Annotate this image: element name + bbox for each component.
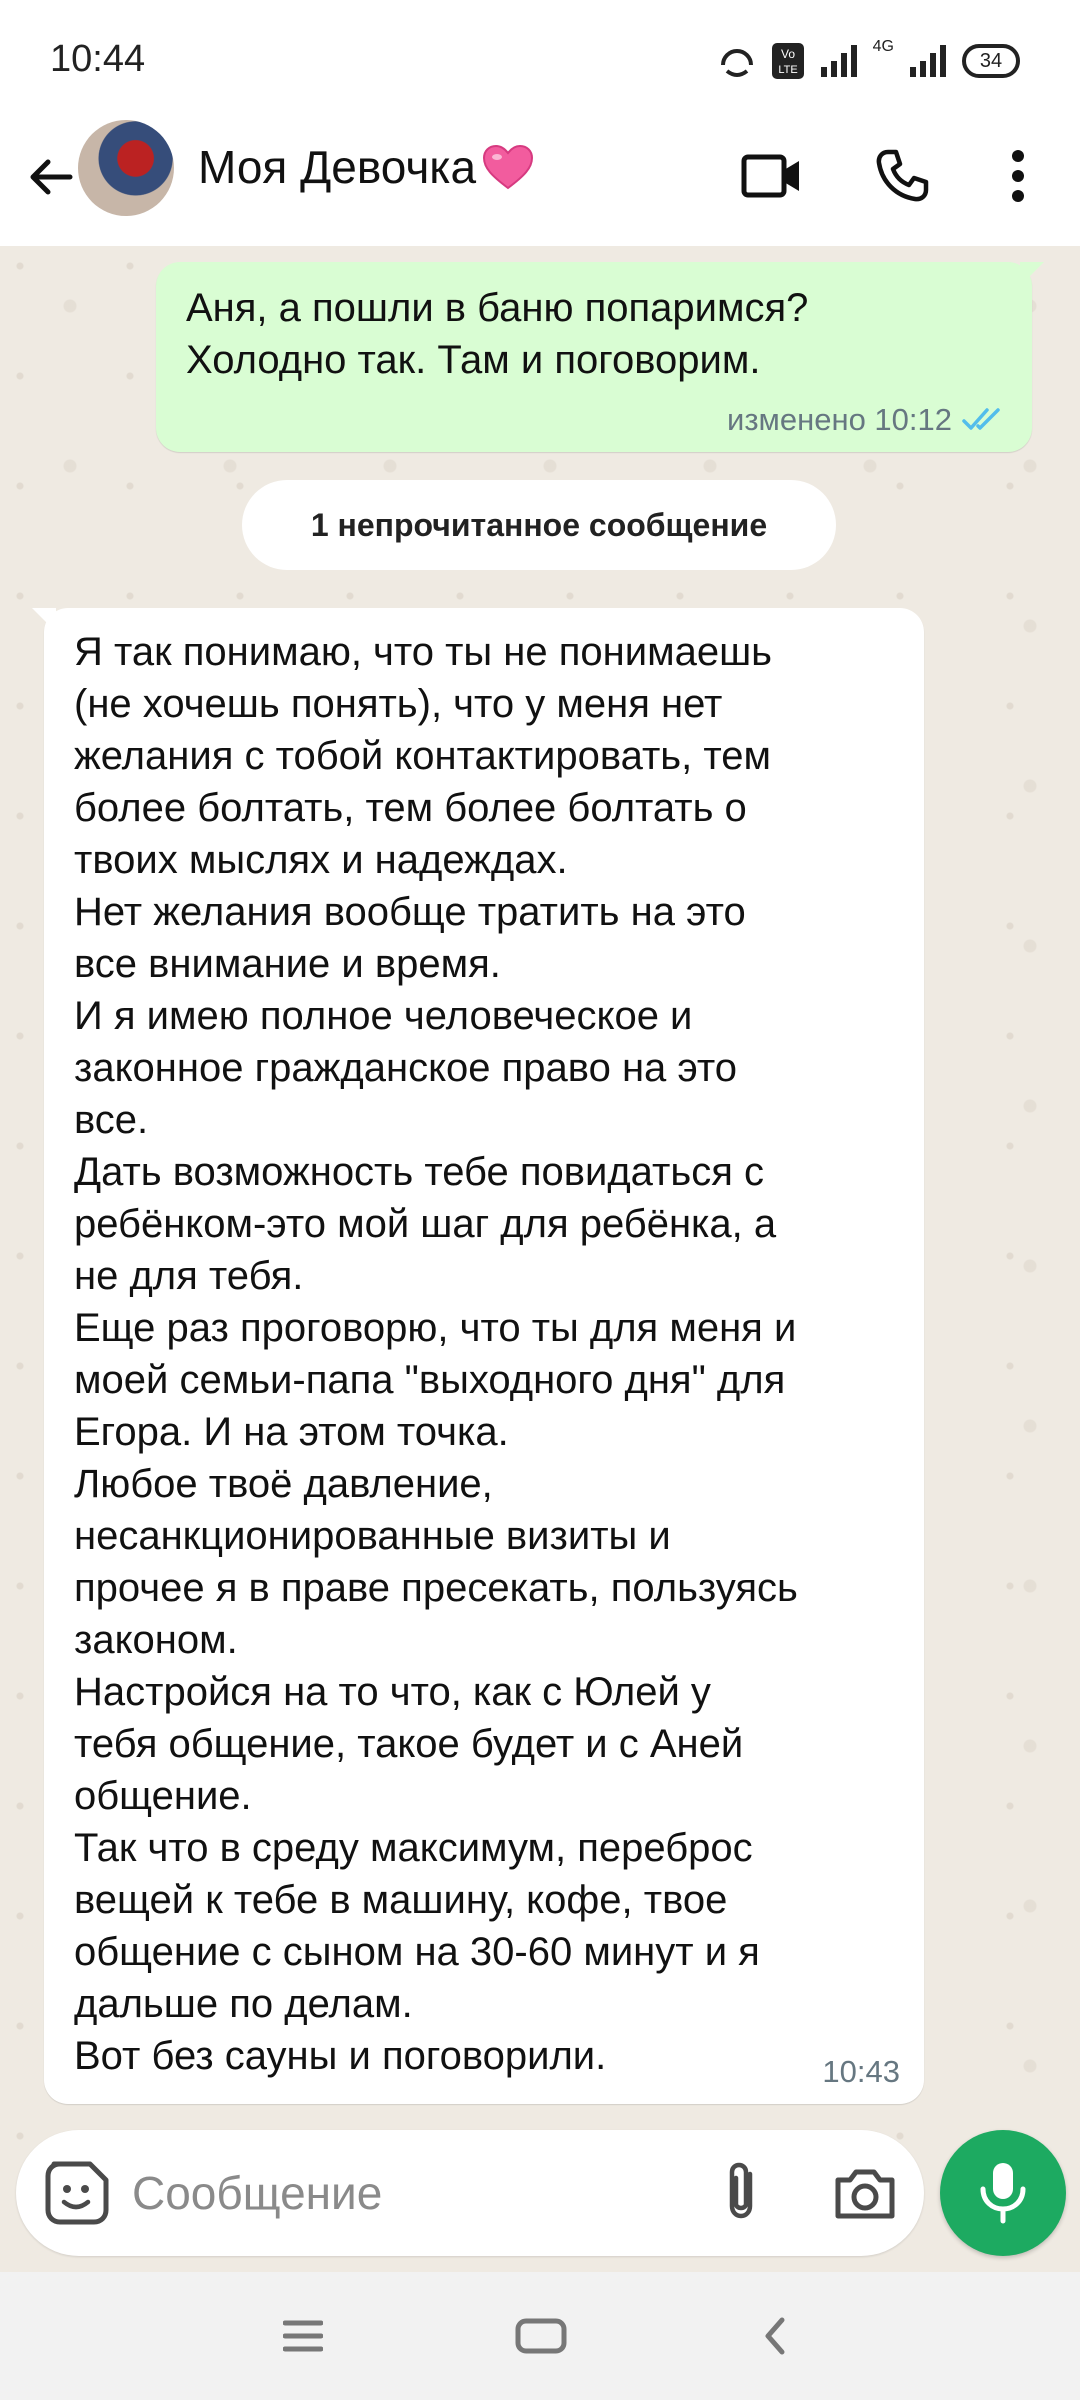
status-icons (717, 38, 1020, 84)
more-vert-icon (1010, 148, 1026, 204)
nav-back-button[interactable] (740, 2306, 810, 2366)
system-navigation-bar (0, 2272, 1080, 2400)
hotspot-icon (717, 41, 757, 81)
video-call-icon (741, 152, 803, 200)
message-composer (16, 2130, 924, 2256)
menu-icon (283, 2318, 323, 2354)
voice-message-button[interactable] (940, 2130, 1066, 2256)
battery-icon (962, 44, 1020, 78)
camera-icon[interactable] (830, 2158, 900, 2228)
signal-icon (819, 43, 859, 79)
phone-icon (874, 148, 930, 204)
message-meta (727, 402, 1008, 438)
outgoing-message[interactable] (156, 262, 1032, 452)
unread-messages-separator (242, 480, 836, 570)
battery-level: 34 (979, 49, 1003, 72)
video-call-button[interactable] (730, 134, 814, 218)
mic-icon (977, 2161, 1029, 2225)
nav-menu-button[interactable] (268, 2306, 338, 2366)
sticker-emoji-icon[interactable] (40, 2156, 114, 2230)
pink-heart-icon (482, 144, 534, 190)
status-time: 10:44 (50, 38, 146, 80)
back-arrow-icon[interactable] (20, 146, 82, 208)
svg-text:Vo: Vo (780, 47, 795, 61)
nav-home-button[interactable] (506, 2306, 576, 2366)
svg-text:LTE: LTE (777, 64, 798, 76)
volte-icon (771, 42, 805, 80)
more-options-button[interactable] (976, 134, 1060, 218)
message-edited-time: изменено 10:12 (727, 402, 952, 437)
signal-icon-2 (908, 43, 948, 79)
unread-label: 1 непрочитанное сообщение (310, 506, 768, 543)
home-square-icon (515, 2316, 567, 2356)
voice-call-button[interactable] (860, 134, 944, 218)
message-time: 10:43 (822, 2054, 900, 2089)
contact-name-text: Моя Девочка (198, 141, 477, 193)
message-text: Аня, а пошли в баню попаримся? Холодно так. Там и поговорим. (186, 286, 809, 382)
double-check-read-icon (962, 406, 1008, 434)
incoming-message[interactable] (44, 608, 924, 2104)
status-bar (0, 0, 1080, 120)
network-type: 4G (872, 38, 894, 55)
contact-name[interactable] (198, 140, 534, 194)
back-chevron-icon (760, 2316, 790, 2356)
message-input[interactable] (132, 2160, 652, 2226)
chat-header (0, 120, 1080, 246)
attach-paperclip-icon[interactable] (706, 2158, 776, 2228)
message-text: Я так понимаю, что ты не понимаешь (не хочешь понять), что у меня нет желания с тобой контактировать, тем более болтать, тем более болтать о твоих мыслях и надеждах. Нет желания вообще тратить на это все внимание и время. И я имею полное человеческое и законное гражданское право на это все. Дать возможность тебе повидаться с ребёнком-это мой шаг для ребёнка, а не для тебя. Еще раз проговорю, что ты для меня и моей семьи-папа "выходного дня" для Егора. И на этом точка. Любое твоё давление, несанкционированные визиты и прочее я в праве пресекать, пользуясь законом. Настройся на то что, как с Юлей у тебя общение, такое будет и с Аней общение. Так что в среду максимум, переброс вещей к тебе в машину, кофе, твое общение с сыном на 30-60 минут и я дальше по делам. Вот без сауны и поговорили. (74, 630, 798, 2078)
avatar[interactable] (78, 120, 174, 216)
